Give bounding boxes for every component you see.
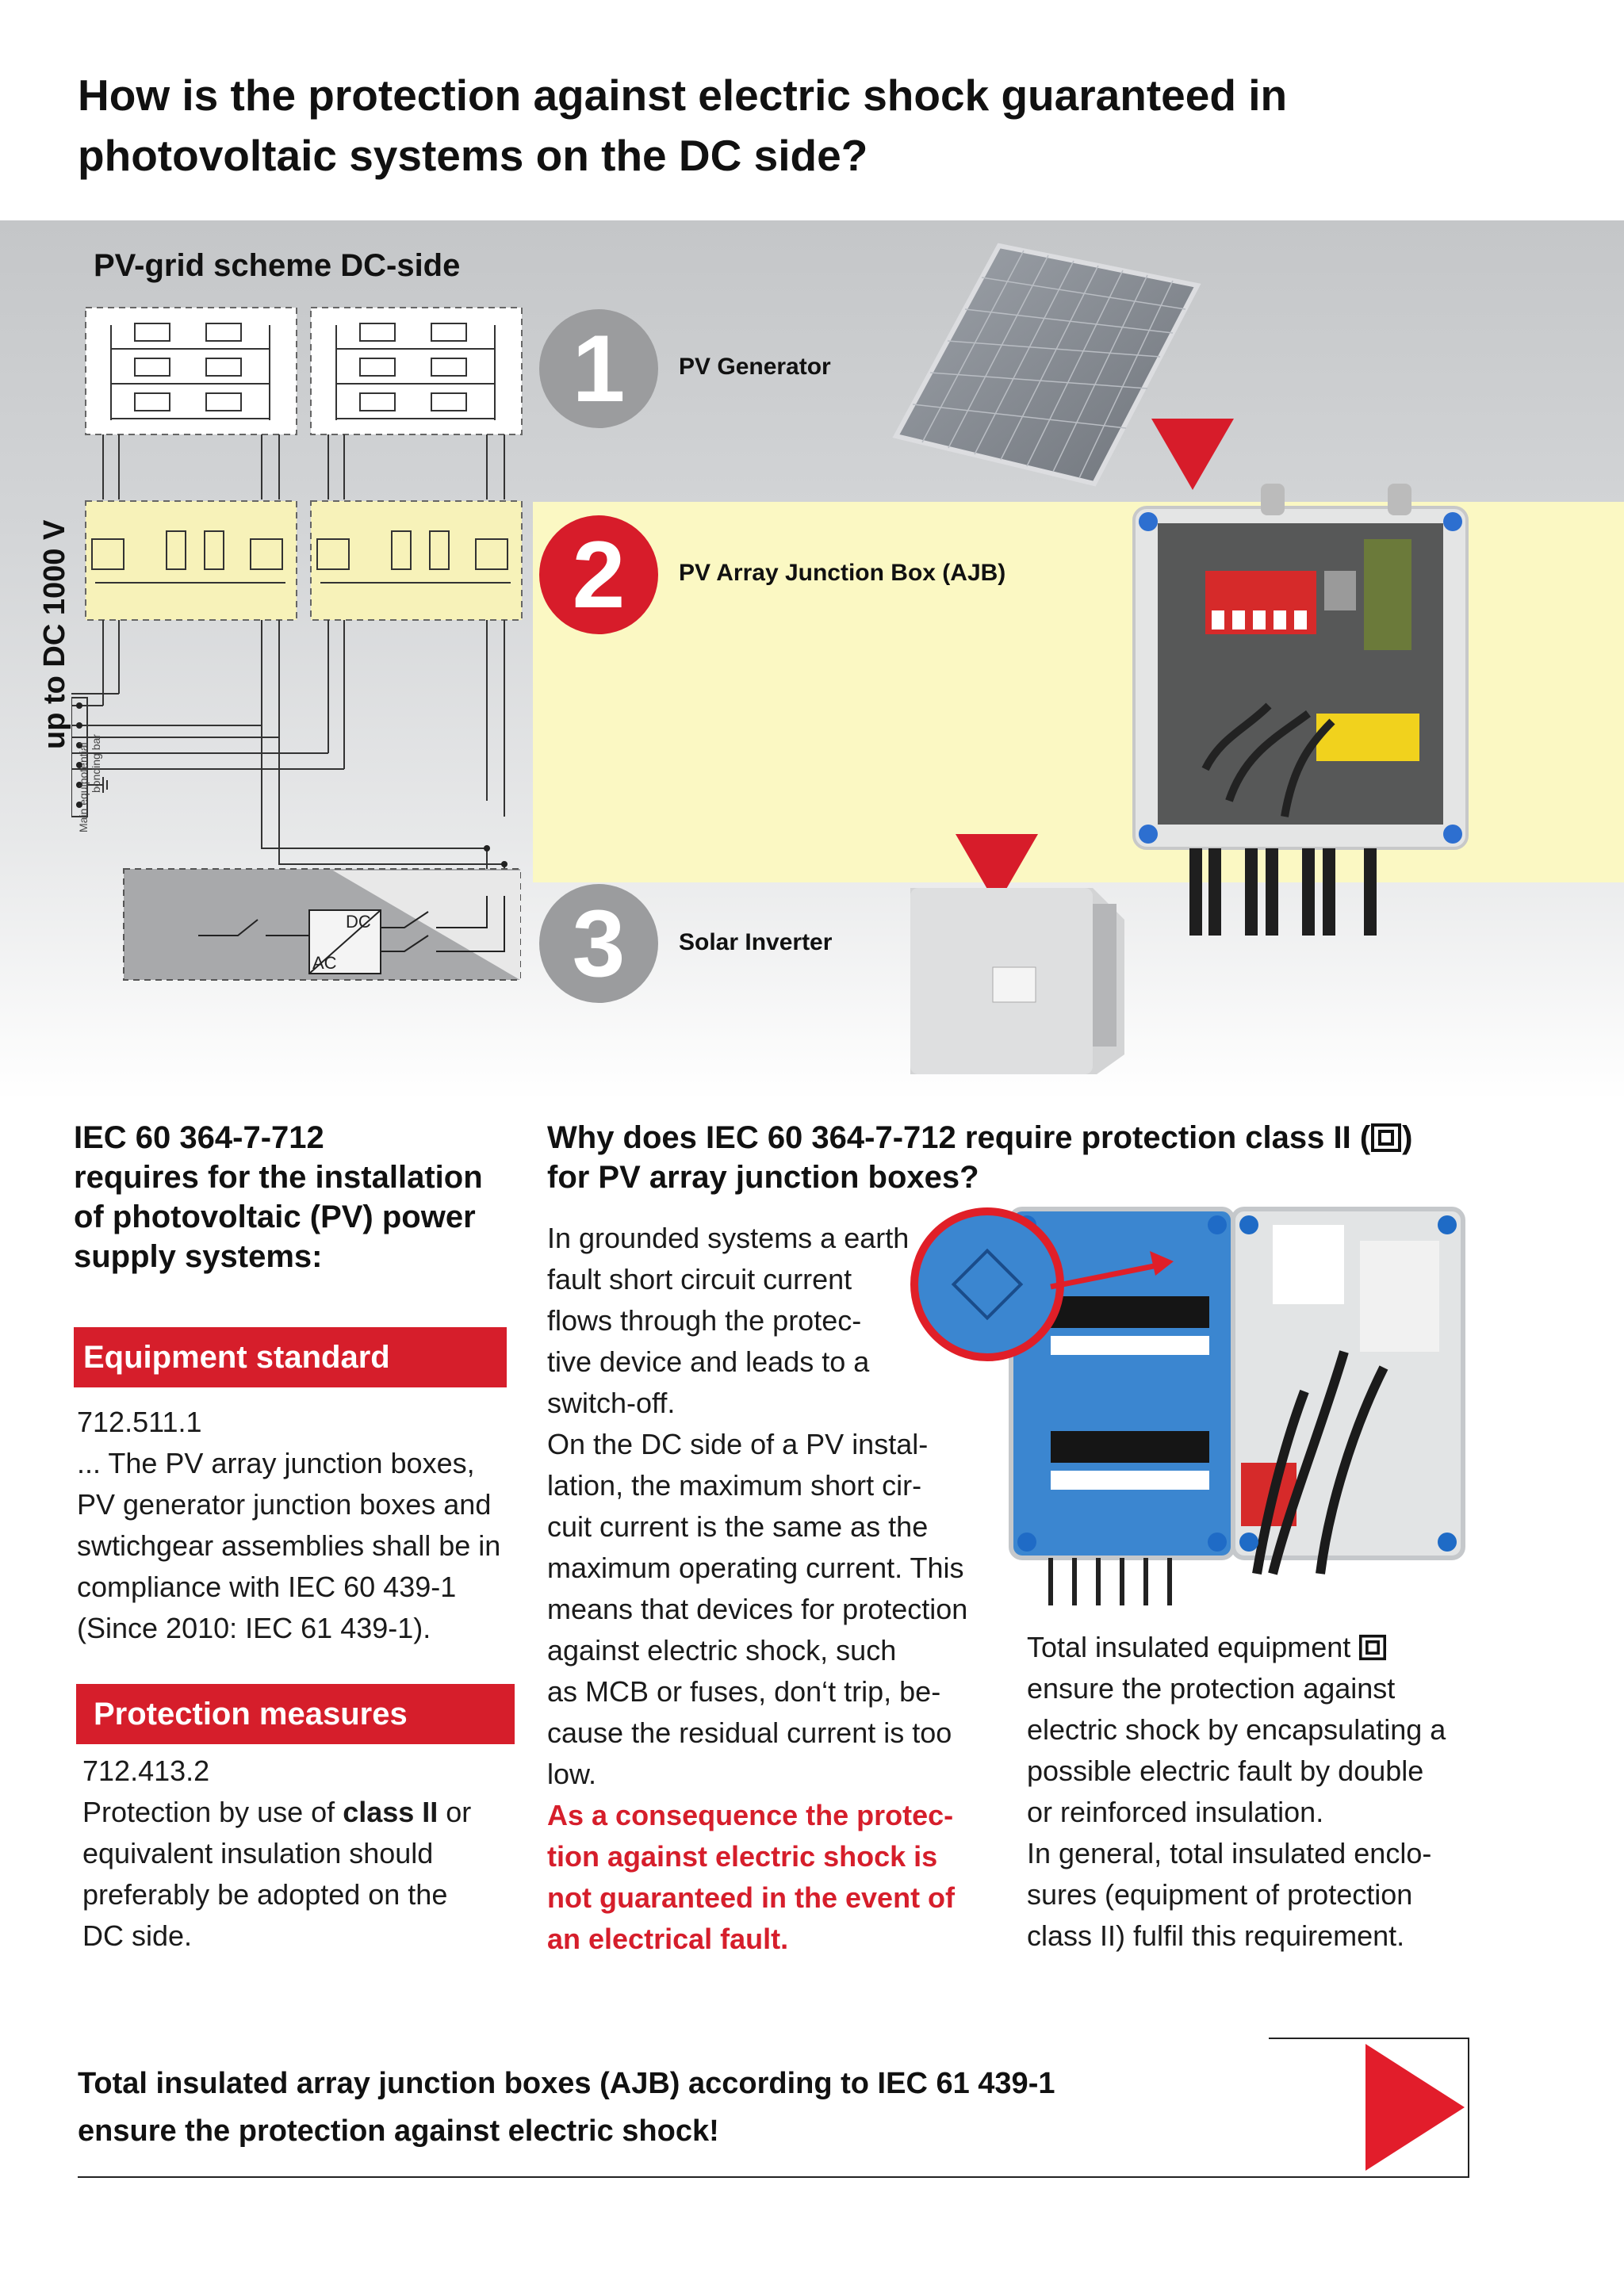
voltage-label: up to DC 1000 V <box>38 519 71 749</box>
conclusion-frame-right <box>1468 2038 1469 2177</box>
protection-measures-text: 712.413.2 Protection by use of class II or equivalent insulation should preferably be adopted on the DC side. <box>82 1755 472 1952</box>
iec-requirement-heading: IEC 60 364-7-712 requires for the installation of photovoltaic (PV) power supply systems: <box>74 1120 483 1274</box>
step-2-circle: 2 <box>539 515 658 634</box>
conclusion-arrow-icon <box>1365 2044 1465 2171</box>
class-ii-highlight-circle <box>914 1211 1060 1357</box>
consequence-warning: As a consequence the protec- <box>547 1799 954 1831</box>
step-2-label: PV Array Junction Box (AJB) <box>679 560 1006 586</box>
ac-label: AC <box>312 953 337 973</box>
title-line-1: How is the protection against electric shock guaranteed in <box>78 71 1288 120</box>
inverter-image <box>894 880 1132 1078</box>
conclusion-frame-top <box>1269 2038 1469 2039</box>
title-line-2: photovoltaic systems on the DC side? <box>78 131 868 180</box>
page-title <box>78 65 1426 186</box>
grounded-systems-text: In grounded systems a earth fault short circuit current flows through the protec- tive device and leads to a switch-off. On the DC side of a PV instal- lation, the maximum short cir- cuit current is the same as the maximum operating current. This means that devices for protection against electric shock, such as MCB or fuses, don‘t trip, be- cause the residual current is too low. As a consequence the protec- tion against electric shock is not guaranteed in the event of an electrical fault. <box>547 1222 968 1955</box>
ajb-frame-1 <box>86 501 297 620</box>
step-1-label: PV Generator <box>679 354 831 380</box>
junction-box-image <box>1126 468 1475 959</box>
class-ii-symbol-icon <box>1370 1123 1402 1153</box>
equipment-standard-text: 712.511.1 ... The PV array junction boxes, PV generator junction boxes and swtichgear assemblies shall be in compliance with IEC 60 439-1 (Since 2010: IEC 61 439-1). <box>77 1406 501 1644</box>
equipment-standard-header: Equipment standard <box>74 1327 507 1387</box>
scheme-title: PV-grid scheme DC-side <box>94 248 461 283</box>
conclusion-frame-bottom <box>78 2176 1469 2178</box>
pv-grid-schematic <box>71 293 531 991</box>
ajb-frame-2 <box>311 501 522 620</box>
bonding-bar-label-2: bonding bar <box>90 734 102 793</box>
class-ii-small-icon <box>1358 1634 1387 1661</box>
step-3-label: Solar Inverter <box>679 929 833 955</box>
bonding-bar-label-1: Main equipotential <box>77 742 90 832</box>
step-3-circle: 3 <box>539 884 658 1003</box>
pv-array-frame-2 <box>311 308 522 434</box>
class-ii-junction-box-image <box>908 1193 1471 1605</box>
total-insulated-text: Total insulated equipment ensure the protection against electric shock by encapsulating a possible electric fault by double or reinforced insulation. In general, total insulated enclo- sures (equipment of protection class II) fulfil this requirement. <box>1027 1631 1446 1952</box>
step-1-circle: 1 <box>539 309 658 428</box>
protection-class-heading: Why does IEC 60 364-7-712 require protection class II ( ) for PV array junction boxes? <box>547 1120 1413 1195</box>
pv-array-frame-1 <box>86 308 297 434</box>
conclusion-text: Total insulated array junction boxes (AJB) according to IEC 61 439-1 ensure the protection against electric shock! <box>78 2067 1055 2148</box>
protection-measures-header: Protection measures <box>76 1684 515 1744</box>
dc-label: DC <box>346 912 371 932</box>
